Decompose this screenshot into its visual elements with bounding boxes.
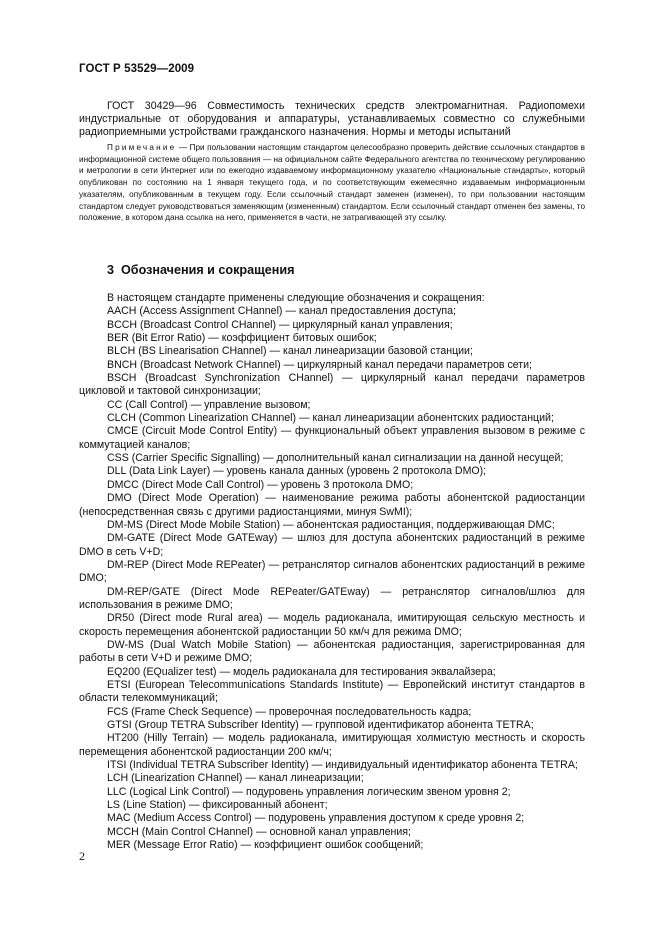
list-item: LS (Line Station) — фиксированный абонент;	[107, 799, 328, 812]
list-item: DM-MS (Direct Mode Mobile Station) — абонентская радиостанция, поддерживающая DMC;	[107, 518, 555, 531]
note-block	[79, 142, 585, 224]
list-intro: В настоящем стандарте применены следующие обозначения и сокращения:	[107, 292, 485, 304]
list-item: BNCH (Broadcast Network CHannel) — циркулярный канал передачи параметров сети;	[107, 358, 533, 371]
list-item: BSCH (Broadcast Synchronization CHannel) — циркулярный канал передачи параметров цикловой и тактовой синхронизации;	[79, 372, 585, 398]
note-text: — При пользовании настоящим стандартом целесообразно проверить действие ссылочных стандартов в информационной системе общего пользования — на официальном сайте Федерального агентства по техническому регулированию и метрологии в сети Интернет или по ежегодно издаваемому информационному указателю «Национальные стандарты», который опубликован по состоянию на 1 января текущего года, и по соответствующим ежемесячно издаваемым информационным указателям, опубликованным в текущем году. Если ссылочный стандарт заменен (изменен), то при пользовании настоящим стандартом следует руководствоваться заменяющим (измененным) стандартом. Если ссылочный стандарт отменен без замены, то положение, в котором дана ссылка на него, применяется в части, не затрагивающей эту ссылку.	[79, 143, 585, 223]
list-item: CSS (Carrier Specific Signalling) — дополнительный канал сигнализации на данной несущей;	[107, 452, 564, 465]
list-item: DR50 (Direct mode Rural area) — модель радиоканала, имитирующая сельскую местность и скорость перемещения абонентской радиостанции 50 км/ч для режима DMO;	[79, 612, 585, 638]
list-item: CMCE (Circuit Mode Control Entity) — функциональный объект управления вызовом в режиме с коммутацией каналов;	[79, 425, 585, 451]
list-item: DLL (Data Link Layer) — уровень канала данных (уровень 2 протокола DMO);	[107, 465, 487, 478]
list-item: CC (Call Control) — управление вызовом;	[107, 398, 311, 411]
list-item: HT200 (Hilly Terrain) — модель радиоканала, имитирующая холмистую местность и скорость перемещения абонентской радиостанции 200 км/ч;	[79, 732, 585, 758]
section-title: Обозначения и сокращения	[121, 263, 295, 277]
list-item: FCS (Frame Check Sequence) — проверочная последовательность кадра;	[107, 705, 472, 718]
list-item: DM-GATE (Direct Mode GATEway) — шлюз для доступа абонентских радиостанций в режиме DMO в сеть V+D;	[79, 532, 585, 558]
list-item: MER (Message Error Ratio) — коэффициент ошибок сообщений;	[107, 839, 424, 852]
list-item: MCCH (Main Control CHannel) — основной канал управления;	[107, 825, 411, 838]
note-label: Примечание	[107, 143, 177, 152]
list-item: DW-MS (Dual Watch Mobile Station) — абонентская радиостанция, зарегистрированная для работы в сети V+D и режиме DMO;	[79, 638, 585, 665]
list-item: BER (Bit Error Ratio) — коэффициент битовых ошибок;	[107, 332, 377, 345]
list-item: MAC (Medium Access Control) — подуровень управления доступом к среде уровня 2;	[107, 812, 525, 825]
list-item: BLCH (BS Linearisation CHannel) — канал линеаризации базовой станции;	[107, 345, 473, 358]
list-item: AACH (Access Assignment CHannel) — канал предоставления доступа;	[107, 305, 456, 318]
document-code-header: ГОСТ Р 53529—2009	[79, 63, 195, 75]
list-item: LLC (Logical Link Control) — подуровень управления логическим звеном уровня 2;	[107, 785, 511, 798]
list-item: LCH (Linearization CHannel) — канал линеаризации;	[107, 772, 364, 785]
section-number: 3	[107, 263, 115, 277]
list-item: GTSI (Group TETRA Subscriber Identity) — групповой идентификатор абонента TETRA;	[107, 719, 534, 731]
section-heading	[107, 263, 294, 277]
list-item: DM-REP/GATE (Direct Mode REPeater/GATEway) — ретранслятор сигналов/шлюз для использования в режиме DMO;	[79, 585, 585, 611]
list-item: DM-REP (Direct Mode REPeater) — ретранслятор сигналов абонентских радиостанций в режиме DMO;	[79, 558, 585, 585]
list-item: EQ200 (EQualizer test) — модель радиоканала для тестирования эквалайзера;	[107, 665, 496, 678]
list-item: CLCH (Common Linearization CHannel) — канал линеаризации абонентских радиостанций;	[107, 412, 554, 425]
list-item: ITSI (Individual TETRA Subscriber Identity) — индивидуальный идентификатор абонента TETRA;	[107, 759, 578, 772]
list-item: DMCC (Direct Mode Call Control) — уровень 3 протокола DMO;	[107, 478, 414, 491]
list-item: DMO (Direct Mode Operation) — наименование режима работы абонентской радиостанции (непосредственная связь с другими радиостанциями, минуя SwMI);	[79, 492, 585, 518]
list-item: ETSI (European Telecommunications Standards Institute) — Европейский институт стандартов в области телекоммуникаций;	[79, 678, 585, 705]
list-item: BCCH (Broadcast Control CHannel) — циркулярный канал управления;	[107, 318, 453, 331]
reference-paragraph: ГОСТ 30429—96 Совместимость технических средств электромагнитная. Радиопомехи индустриальные от оборудования и аппаратуры, устанавливаемых совместно со служебными радиоприемными устройствами гражданского назначения. Нормы и методы испытаний	[79, 100, 585, 139]
abbreviation-list	[79, 292, 585, 852]
page-number: 2	[79, 849, 85, 863]
